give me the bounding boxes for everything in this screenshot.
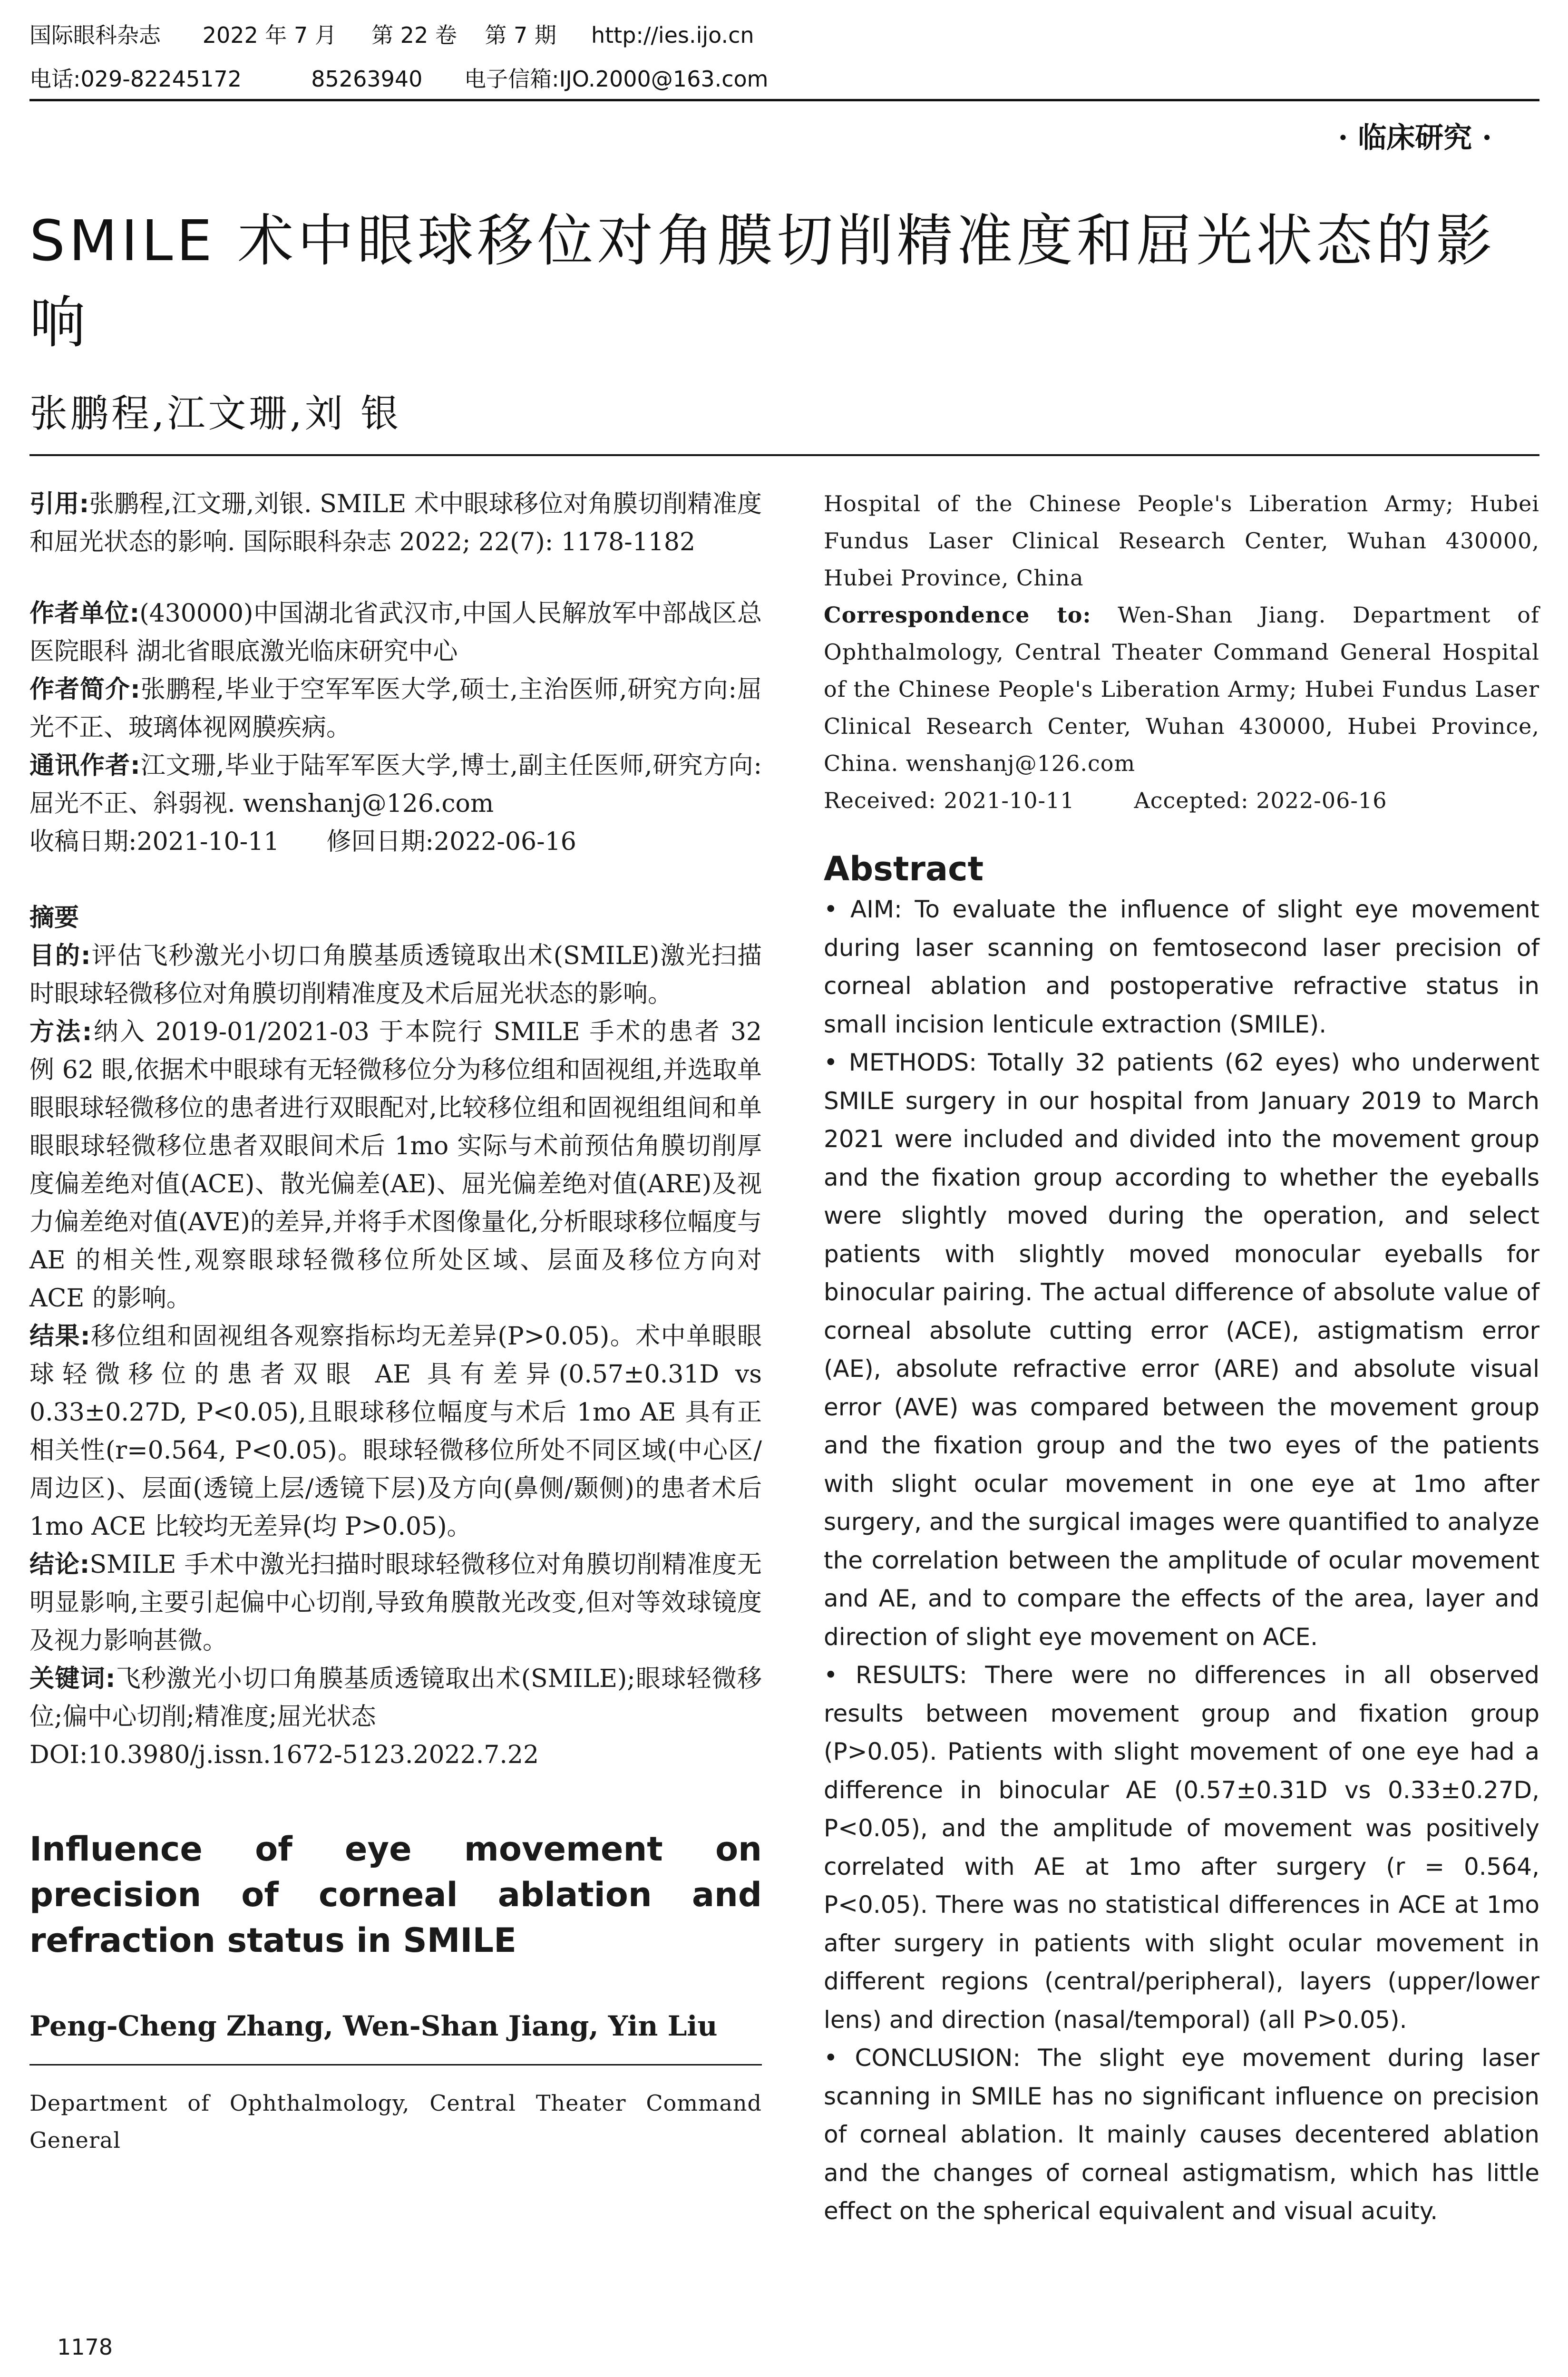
methods-cn: [29, 1013, 762, 1317]
left-column: [29, 485, 762, 2159]
conclusion-cn: [29, 1546, 762, 1660]
results-text-cn: 移位组和固视组各观察指标均无差异(P>0.05)。术中单眼眼球轻微移位的患者双眼 AE 具有差异(0.57±0.31D vs 0.33±0.27D, P<0.05),且眼球移位幅度与术后 1mo AE 具有正相关性(r=0.564, P<0.05)。眼球轻微移位所处不同区域(中心区/周边区)、层面(透镜上层/透镜下层)及方向(鼻侧/颞侧)的患者术后 1mo ACE 比较均无差异(均 P>0.05)。: [29, 1322, 762, 1541]
affiliation-cn: [29, 594, 762, 671]
affiliation-en: Department of Ophthalmology, Central Theater Command General: [29, 2090, 762, 2153]
right-column: [824, 485, 1539, 2231]
bio-text: 张鹏程,毕业于空军军医大学,硕士,主治医师,研究方向:屈光不正、玻璃体视网膜疾病。: [29, 675, 762, 742]
aim-text-cn: 评估飞秒激光小切口角膜基质透镜取出术(SMILE)激光扫描时眼球轻微移位对角膜切削精准度及术后屈光状态的影响。: [29, 942, 762, 1008]
aim-label-cn: 目的:: [29, 942, 91, 970]
bio-label: 作者简介:: [29, 675, 140, 704]
phone-2: 85263940: [311, 66, 423, 92]
authors-en: Peng-Cheng Zhang, Wen-Shan Jiang, Yin Liu: [29, 2010, 718, 2042]
author-bio: [29, 671, 762, 747]
phone: 电话:029-82245172: [29, 66, 242, 92]
citation-label: 引用:: [29, 490, 89, 518]
article-title-en: Influence of eye movement on precision of corneal ablation and refraction status in SMILE: [29, 1830, 762, 1960]
journal-name: 国际眼科杂志: [29, 22, 161, 48]
abstract-heading-en: Abstract: [824, 849, 984, 888]
journal-header-line2: [29, 65, 768, 93]
corr-label: 通讯作者:: [29, 751, 140, 780]
header-rule: [29, 99, 1539, 101]
results-label-cn: 结果:: [29, 1322, 90, 1351]
issue-number: 第 7 期: [485, 22, 556, 48]
dates-en: [824, 782, 1539, 819]
conclusion-label-cn: 结论:: [29, 1550, 90, 1579]
issue-date: 2022 年 7 月: [202, 22, 337, 48]
article-title-cn: SMILE 术中眼球移位对角膜切削精准度和屈光状态的影响: [29, 208, 1496, 355]
received-date-en: Received: 2021-10-11: [824, 788, 1075, 813]
methods-en: • METHODS: Totally 32 patients (62 eyes) who underwent SMILE surgery in our hospital from January 2019 to March 2021 were included and divided into the movement group and the fixation group according to whether the eyeballs were slightly moved during the operation, and select patients with slightly moved monocular eyeballs for binocular pairing. The actual difference of absolute value of corneal absolute cutting error (ACE), astigmatism error (AE), absolute refractive error (ARE) and absolute visual error (AVE) was compared between the movement group and the fixation group and the two eyes of the patients with slight ocular movement in one eye at 1mo after surgery, and the surgical images were quantified to analyze the correlation between the amplitude of ocular movement and AE, and to compare the effects of the area, layer and direction of slight eye movement on ACE.: [824, 1049, 1539, 1651]
citation: [29, 485, 762, 561]
conclusion-text-cn: SMILE 手术中激光扫描时眼球轻微移位对角膜切削精准度无明显影响,主要引起偏中心切削,导致角膜散光改变,但对等效球镜度及视力影响甚微。: [29, 1550, 762, 1655]
authors-cn: 张鹏程,江文珊,刘 银: [29, 391, 402, 436]
journal-header-line1: [29, 21, 754, 49]
doi[interactable]: DOI:10.3980/j.issn.1672-5123.2022.7.22: [29, 1741, 539, 1769]
received-date-cn: 收稿日期:2021-10-11: [29, 828, 280, 856]
aim-en: • AIM: To evaluate the influence of slight eye movement during laser scanning on femtosecond laser precision of corneal ablation and postoperative refractive status in small incision lenticule extraction (SMILE).: [824, 896, 1539, 1038]
keywords-cn: [29, 1660, 762, 1736]
corr-text: 江文珊,毕业于陆军军医大学,博士,副主任医师,研究方向:屈光不正、斜弱视. wenshanj@126.com: [29, 751, 762, 818]
affiliation-text: (430000)中国湖北省武汉市,中国人民解放军中部战区总医院眼科 湖北省眼底激光临床研究中心: [29, 599, 762, 666]
methods-text-cn: 纳入 2019-01/2021-03 于本院行 SMILE 手术的患者 32 例 62 眼,依据术中眼球有无轻微移位分为移位组和固视组,并选取单眼眼球轻微移位的患者进行双眼配对,比较移位组和固视组组间和单眼眼球轻微移位患者双眼间术后 1mo 实际与术前预估角膜切削厚度偏差绝对值(ACE)、散光偏差(AE)、屈光偏差绝对值(ARE)及视力偏差绝对值(AVE)的差异,并将手术图像量化,分析眼球移位幅度与 AE 的相关性,观察眼球轻微移位所处区域、层面及移位方向对 ACE 的影响。: [29, 1018, 762, 1313]
journal-email[interactable]: 电子信箱:IJO.2000@163.com: [464, 66, 769, 92]
corresponding-author-cn: [29, 747, 762, 823]
page-number: 1178: [57, 2334, 113, 2360]
journal-url[interactable]: http://ies.ijo.cn: [591, 22, 754, 48]
aim-cn: [29, 937, 762, 1013]
author-rule: [29, 2064, 762, 2065]
results-cn: [29, 1317, 762, 1546]
methods-label-cn: 方法:: [29, 1018, 92, 1046]
abstract-heading-cn: 摘要: [29, 904, 79, 932]
keywords-label: 关键词:: [29, 1665, 116, 1693]
correspondence-label: Correspondence to:: [824, 602, 1091, 628]
results-en: • RESULTS: There were no differences in all observed results between movement group and fixation group (P>0.05). Patients with slight movement of one eye had a difference in binocular AE (0.57±0.31D vs 0.33±0.27D, P<0.05), and the amplitude of movement was positively correlated with AE at 1mo after surgery (r = 0.564, P<0.05). There was no statistical differences in ACE at 1mo after surgery in patients with slight ocular movement in different regions (central/peripheral), layers (upper/lower lens) and direction (nasal/temporal) (all P>0.05).: [824, 1661, 1539, 2034]
correspondence-text: Wen-Shan Jiang. Department of Ophthalmology, Central Theater Command General Hospital of the Chinese People's Liberation Army; Hubei Fundus Laser Clinical Research Center, Wuhan 430000, Hubei Province, China. wenshanj@126.com: [824, 602, 1539, 776]
keywords-text: 飞秒激光小切口角膜基质透镜取出术(SMILE);眼球轻微移位;偏中心切削;精准度;屈光状态: [29, 1665, 762, 1731]
affiliation-label: 作者单位:: [29, 599, 140, 628]
revised-date-cn: 修回日期:2022-06-16: [326, 828, 576, 856]
dates-cn: [29, 823, 762, 861]
section-tag: · 临床研究 ·: [1338, 121, 1492, 155]
conclusion-en: • CONCLUSION: The slight eye movement during laser scanning in SMILE has no significant influence on precision of corneal ablation. It mainly causes decentered ablation and the changes of corneal astigmatism, which has little effect on the spherical equivalent and visual acuity.: [824, 2044, 1539, 2225]
citation-text: 张鹏程,江文珊,刘银. SMILE 术中眼球移位对角膜切削精准度和屈光状态的影响. 国际眼科杂志 2022; 22(7): 1178-1182: [29, 490, 762, 556]
affiliation-en-continued: Hospital of the Chinese People's Liberation Army; Hubei Fundus Laser Clinical Research Center, Wuhan 430000, Hubei Province, China: [824, 491, 1539, 591]
title-rule: [29, 454, 1539, 456]
correspondence-en: [824, 596, 1539, 782]
volume: 第 22 卷: [371, 22, 457, 48]
accepted-date-en: Accepted: 2022-06-16: [1134, 788, 1387, 813]
